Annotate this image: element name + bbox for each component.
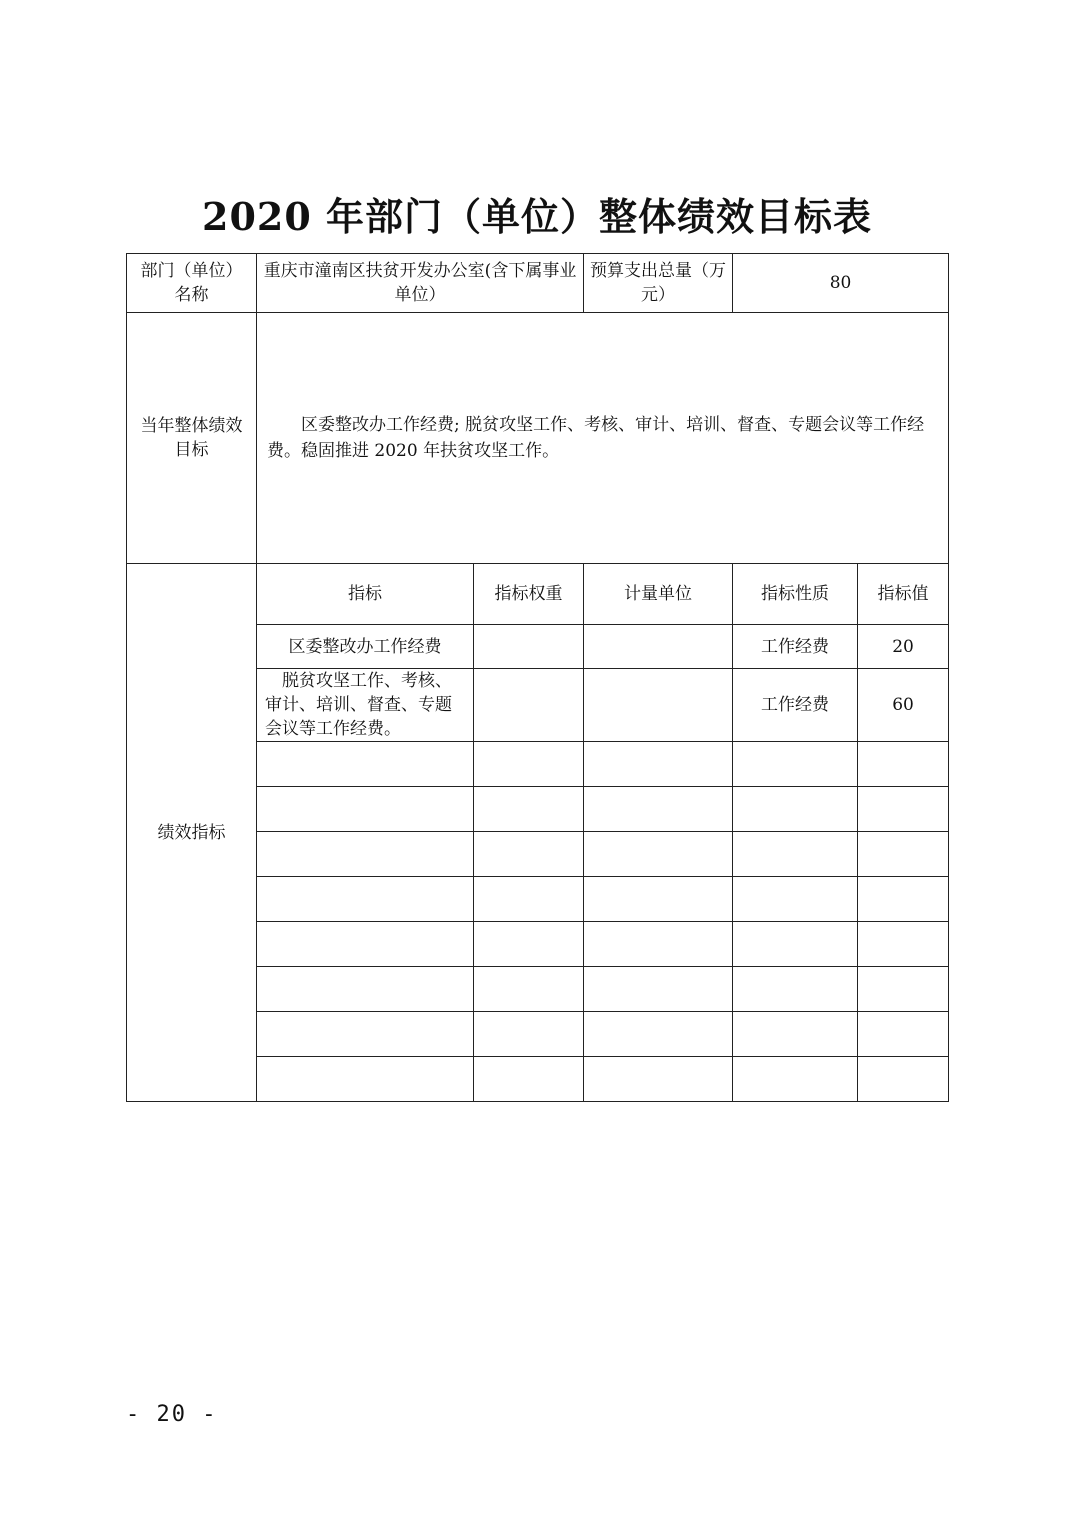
row-indicator-text: 脱贫攻坚工作、考核、审计、培训、督查、专题会议等工作经费。	[265, 671, 452, 739]
row-nature: 工作经费	[733, 669, 858, 742]
row-value: 20	[858, 625, 949, 669]
dept-name-value: 重庆市潼南区扶贫开发办公室(含下属事业单位）	[257, 254, 584, 313]
budget-value: 80	[733, 254, 949, 313]
row-weight	[474, 625, 584, 669]
annual-goal-text	[257, 313, 949, 564]
dept-name-label: 部门（单位）名称	[127, 254, 257, 313]
row-indicator	[257, 669, 474, 742]
page-number: - 20 -	[126, 1402, 218, 1427]
col-header-value: 指标值	[858, 564, 949, 625]
annual-goal-content: 区委整改办工作经费; 脱贫攻坚工作、考核、审计、培训、督查、专题会议等工作经费。稳固推进 2020 年扶贫攻坚工作。	[267, 415, 925, 461]
annual-goal-label: 当年整体绩效目标	[127, 313, 257, 564]
row-weight	[474, 669, 584, 742]
budget-label: 预算支出总量（万元）	[584, 254, 733, 313]
col-header-weight: 指标权重	[474, 564, 584, 625]
col-header-unit: 计量单位	[584, 564, 733, 625]
performance-goal-table	[126, 253, 949, 1102]
col-header-indicator: 指标	[257, 564, 474, 625]
row-indicator: 区委整改办工作经费	[257, 625, 474, 669]
row-unit	[584, 625, 733, 669]
row-unit	[584, 669, 733, 742]
perf-indicator-label: 绩效指标	[127, 564, 257, 1102]
col-header-nature: 指标性质	[733, 564, 858, 625]
row-value: 60	[858, 669, 949, 742]
row-nature: 工作经费	[733, 625, 858, 669]
page-title: 2020 年部门（单位）整体绩效目标表	[202, 194, 872, 239]
